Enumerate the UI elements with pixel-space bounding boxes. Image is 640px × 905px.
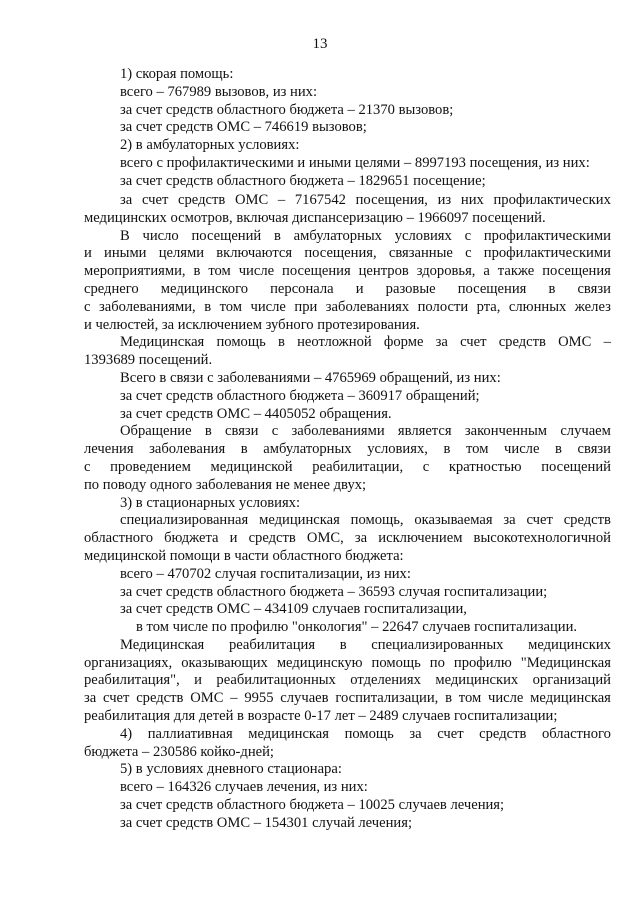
word: является — [397, 423, 452, 440]
word: с — [465, 245, 472, 262]
word: счет — [526, 512, 553, 529]
text-line: за счет средств ОМС – 746619 вызовов; — [120, 119, 367, 136]
word: в — [277, 334, 285, 351]
word: счет — [103, 690, 130, 707]
word: посещения — [282, 263, 351, 280]
word: счет — [460, 334, 487, 351]
word: организаций — [532, 672, 611, 689]
word: средств — [479, 725, 527, 742]
word: случаем — [560, 423, 611, 440]
word: медицинских — [528, 636, 611, 653]
word: медицинского — [160, 280, 249, 297]
text-line — [84, 299, 611, 317]
word: 9955 — [244, 690, 274, 707]
word: том — [466, 441, 489, 458]
word: с — [422, 458, 430, 475]
word: помощь — [344, 725, 394, 742]
word: с — [84, 458, 91, 475]
text-line — [84, 512, 611, 530]
word: исключением — [378, 530, 463, 547]
word: медицинская — [530, 690, 611, 707]
text-line: за счет средств областного бюджета – 1829651 посещение; — [120, 172, 486, 189]
text-line: за счет средств областного бюджета – 360917 обращений; — [120, 387, 480, 404]
text-line — [84, 672, 611, 690]
word: кратностью — [448, 458, 522, 475]
word: числе — [488, 690, 524, 707]
word: персонала — [270, 280, 334, 297]
word: медицинская — [259, 512, 340, 529]
word: профилактическими — [483, 245, 611, 262]
word: реабилитация", — [84, 672, 180, 689]
text-line: 2) в амбулаторных условиях: — [120, 137, 300, 154]
text-line: 5) в условиях дневного стационара: — [120, 761, 342, 778]
text-line: бюджета – 230586 койко-дней; — [84, 743, 274, 760]
word: Медицинская — [120, 334, 205, 351]
word: средств — [498, 334, 546, 351]
word: посещения — [542, 263, 611, 280]
text-line: Всего в связи с заболеваниями – 4765969 обращений, из них: — [120, 369, 501, 386]
word: паллиативная — [147, 725, 233, 742]
text-line: 1) скорая помощь: — [120, 66, 234, 82]
word: а — [483, 263, 490, 280]
document-body — [84, 66, 611, 833]
text-line — [84, 423, 611, 441]
word: оказывающих — [181, 654, 268, 671]
word: В — [120, 227, 130, 244]
word: заболевания — [149, 441, 226, 458]
word: за — [84, 690, 97, 707]
word: за — [435, 334, 448, 351]
word: условиях, — [367, 441, 428, 458]
word: счет — [437, 725, 464, 742]
text-line: за счет средств областного бюджета – 36593 случая госпитализации; — [120, 583, 548, 600]
word: посещений — [541, 458, 611, 475]
word: числе — [250, 298, 286, 315]
text-line: всего – 767989 вызовов, из них: — [120, 83, 318, 100]
word: проведением — [110, 458, 191, 475]
word: отделениях — [350, 672, 421, 689]
word: связи — [225, 423, 259, 440]
word: областного — [84, 530, 153, 547]
word: связи — [577, 280, 611, 297]
word: заболеваниями, — [98, 298, 196, 315]
word: помощь, — [350, 512, 404, 529]
text-line: за счет средств областного бюджета – 10025 случаев лечения; — [120, 797, 505, 814]
text-line — [84, 637, 611, 655]
word: посещений — [191, 227, 262, 244]
word: госпитализации, — [335, 690, 439, 707]
word: в — [339, 636, 347, 653]
text-line: 3) в стационарных условиях: — [120, 494, 301, 511]
word: оказываемая — [414, 512, 493, 529]
word: среднего — [84, 280, 139, 297]
text-line — [84, 655, 611, 673]
text-line: и челюстей, за исключением зубного протезирования. — [84, 316, 420, 333]
text-line: всего – 470702 случая госпитализации, из них: — [120, 565, 411, 582]
text-line: в том числе по профилю "онкология" – 22647 случаев госпитализации. — [136, 619, 578, 636]
text-line: за счет средств ОМС – 434109 случаев госпитализации, — [120, 601, 467, 618]
text-line — [84, 441, 611, 459]
word: законченным — [464, 423, 548, 440]
word: профилактическими — [483, 227, 611, 244]
word: в — [204, 423, 212, 440]
text-line: 1393689 посещений. — [84, 352, 213, 369]
word: связи — [577, 441, 611, 458]
word: счет — [141, 191, 169, 208]
word: и — [229, 530, 238, 547]
word: реабилитационных — [216, 672, 336, 689]
word: реабилитации, — [312, 458, 404, 475]
word: связанные — [388, 245, 453, 262]
text-line — [84, 726, 611, 744]
word: включаются — [216, 245, 293, 262]
word: профилю — [453, 654, 512, 671]
word: в — [445, 690, 452, 707]
word: иными — [104, 245, 147, 262]
page-number: 13 — [312, 36, 328, 52]
word: за — [503, 512, 516, 529]
word: и — [194, 672, 202, 689]
word: – — [277, 191, 286, 208]
text-line — [84, 263, 611, 281]
word: амбулаторных — [263, 441, 352, 458]
word: из — [437, 191, 452, 208]
word: желез — [574, 298, 611, 315]
text-line: за счет средств областного бюджета – 21370 вызовов; — [120, 101, 454, 118]
word: реабилитация — [228, 636, 316, 653]
text-line: за счет средств ОМС – 154301 случай лечения; — [120, 814, 413, 831]
word: целями — [158, 245, 205, 262]
word: – — [230, 690, 238, 707]
text-line: по поводу одного заболевания не менее двух; — [84, 476, 367, 493]
word: числе — [504, 441, 540, 458]
word: слюнных — [508, 298, 567, 315]
word: в — [274, 227, 281, 244]
word: средств — [563, 512, 611, 529]
text-line — [84, 530, 611, 548]
word: лечения — [84, 441, 134, 458]
word: в — [443, 441, 451, 458]
word: заболеваниях — [325, 298, 410, 315]
word: с — [464, 227, 472, 244]
word: Медицинская — [120, 636, 205, 653]
word: средств — [136, 690, 184, 707]
word: средств — [248, 530, 296, 547]
text-line — [84, 459, 611, 477]
word: в — [555, 441, 562, 458]
word: Обращение — [120, 423, 192, 440]
word: медицинских — [435, 672, 519, 689]
word: специализированная — [120, 512, 249, 529]
word: также — [497, 263, 535, 280]
word: профилактических — [493, 191, 611, 208]
text-line: всего с профилактическими и иными целями – 8997193 посещения, из них: — [120, 154, 590, 171]
text-line — [84, 690, 611, 708]
word: специализированных — [371, 636, 504, 653]
text-line: за счет средств ОМС – 4405052 обращения. — [120, 405, 392, 422]
word: посещения, — [304, 245, 377, 262]
word: с — [84, 298, 91, 315]
word: 7167542 — [294, 191, 346, 208]
text-line: всего – 164326 случаев лечения, из них: — [120, 779, 368, 796]
word: медицинскую — [276, 654, 363, 671]
word: медицинская — [248, 725, 329, 742]
word: и — [84, 245, 92, 262]
word: условиях — [394, 227, 452, 244]
word: 4) — [120, 725, 133, 742]
text-line — [84, 245, 611, 263]
word: рта, — [476, 298, 501, 315]
word: заболеваниями — [291, 423, 385, 440]
word: за — [120, 191, 133, 208]
word: амбулаторных — [293, 227, 382, 244]
word: них — [460, 191, 484, 208]
text-line: медицинских осмотров, включая диспансеризацию – 1966097 посещений. — [84, 209, 546, 226]
word: помощь — [371, 654, 421, 671]
word: в — [204, 298, 212, 315]
text-line: реабилитация для детей в возрасте 0-17 лет – 2489 случаев госпитализации; — [84, 708, 558, 725]
word: в — [193, 263, 201, 280]
word: организациях, — [84, 654, 173, 671]
text-line: медицинской помощи в части областного бюджета: — [84, 547, 404, 564]
word: том — [208, 263, 231, 280]
word: полости — [417, 298, 469, 315]
word: центров — [358, 263, 409, 280]
word: неотложной — [297, 334, 372, 351]
word: областного — [541, 725, 611, 742]
word: ОМС — [558, 334, 592, 351]
word: за — [409, 725, 422, 742]
word: ОМС — [190, 690, 224, 707]
word: разовые — [385, 280, 436, 297]
word: посещения, — [355, 191, 428, 208]
word: мероприятиями, — [84, 263, 186, 280]
word: посещения — [457, 280, 527, 297]
word: бюджета — [164, 530, 219, 547]
word: за — [354, 530, 368, 547]
text-line — [84, 228, 611, 246]
word: медицинской — [210, 458, 293, 475]
text-line — [84, 281, 611, 299]
text-line — [84, 334, 611, 352]
word: в — [548, 280, 556, 297]
word: высокотехнологичной — [473, 530, 611, 547]
word: числе — [238, 263, 275, 280]
word: ОМС — [234, 191, 269, 208]
word: и — [355, 280, 364, 297]
word: по — [429, 654, 445, 671]
word: – — [603, 334, 611, 351]
word: средств — [178, 191, 226, 208]
text-line — [84, 192, 611, 210]
word: ОМС, — [306, 530, 344, 547]
word: число — [142, 227, 179, 244]
word: с — [271, 423, 279, 440]
word: случаев — [280, 690, 329, 707]
word: форме — [383, 334, 424, 351]
word: здоровья, — [416, 263, 476, 280]
word: "Медицинская — [520, 654, 611, 671]
word: помощь — [216, 334, 266, 351]
word: том — [219, 298, 243, 315]
word: при — [294, 298, 318, 315]
word: в — [240, 441, 248, 458]
word: том — [458, 690, 482, 707]
